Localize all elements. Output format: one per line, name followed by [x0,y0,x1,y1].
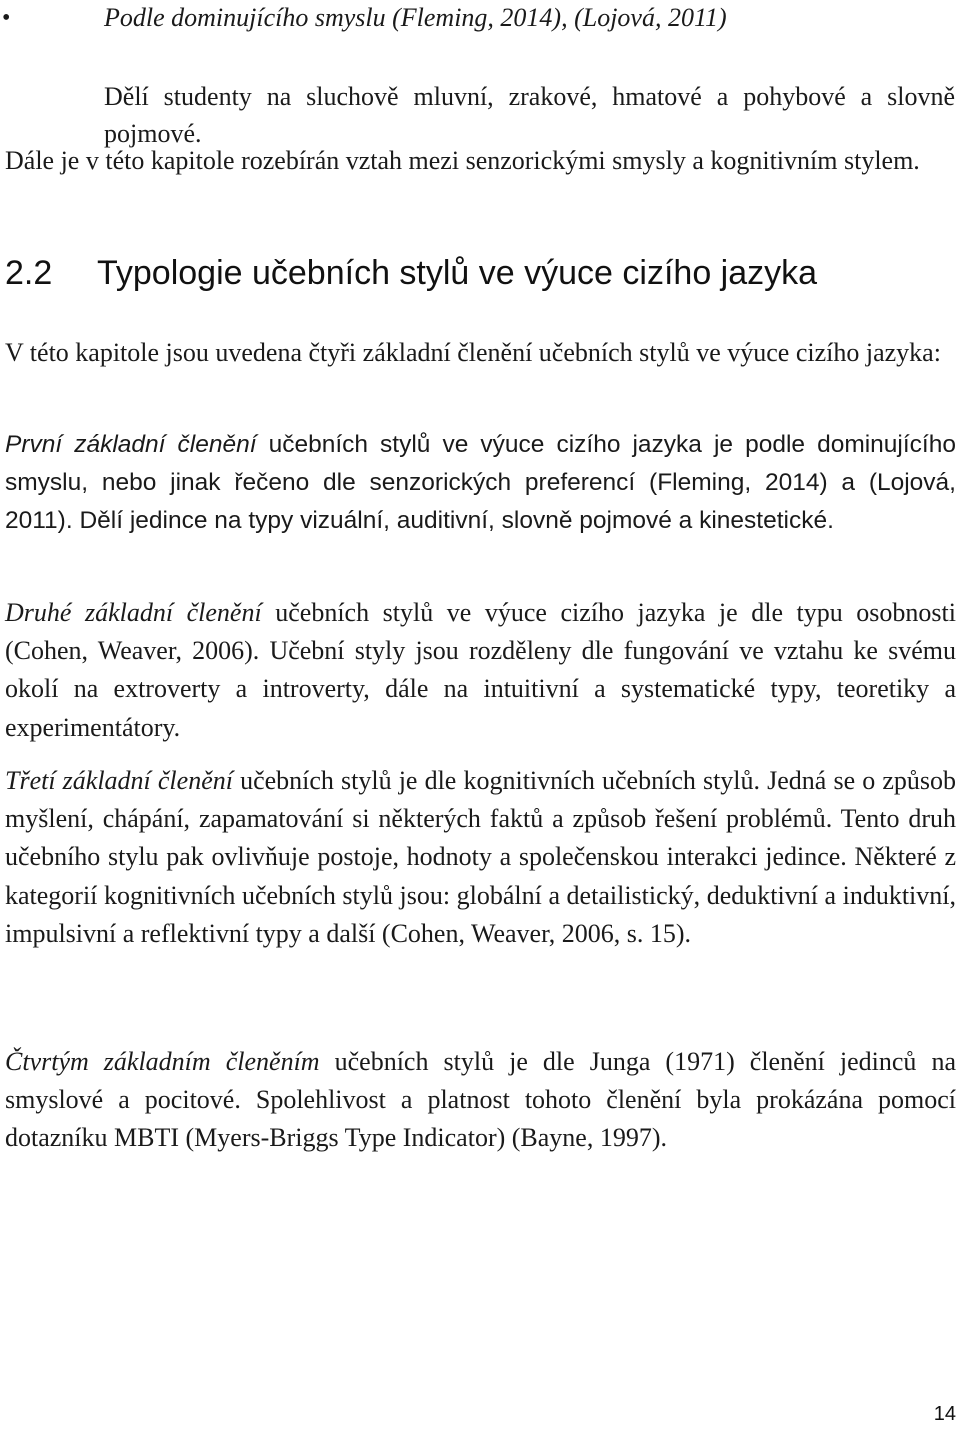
section-heading [5,250,956,296]
paragraph-text: učebních stylů ve výuce cizího jazyka je podle dominujícího smyslu, nebo jinak řečeno dle senzorických preferencí (Fleming, 2014) a (Lojová, 2011). Dělí jedince na typy vizuální, auditivní, slovně pojmové a kinestetické. [5,431,956,535]
bullet-marker: • [2,5,11,31]
paragraph-lead: Třetí základní členění [5,766,233,795]
paragraph-second-division [5,594,956,747]
paragraph-text: učebních stylů je dle kognitivních učebních stylů. Jedná se o způsob myšlení, chápání, zapamatování si některých faktů a způsob řešení problémů. Tento druh učebního stylu pak ovlivňuje postoje, hodnoty a společenskou interakci jedince. Některé z kategorií kognitivních učebních stylů jsou: globální a detailistický, deduktivní a induktivní, impulsivní a reflektivní typy a další (Cohen, Weaver, 2006, s. 15). [5,766,956,948]
summary-paragraph: Dále je v této kapitole rozebírán vztah mezi senzorickými smysly a kognitivním stylem. [5,146,920,175]
paragraph-third-division [5,762,956,953]
paragraph-first-division [5,426,956,541]
paragraph-lead: První základní členění [5,431,257,458]
paragraph-fourth-division [5,1043,956,1158]
section-number: 2.2 [5,254,53,292]
bullet-detail: Dělí studenty na sluchově mluvní, zrakové, hmatové a pohybové a slovně pojmové. [104,82,955,148]
section-title: Typologie učebních stylů ve výuce cizího jazyka [97,254,818,292]
bullet-title: Podle dominujícího smyslu (Fleming, 2014), (Lojová, 2011) [104,3,727,32]
paragraph-text: učebních stylů ve výuce cizího jazyka je dle typu osobnosti (Cohen, Weaver, 2006). Učební styly jsou rozděleny dle fungování ve vztahu ke svému okolí na extroverty a introverty, dále na intuitivní a systematické typy, teoretiky a experimentátory. [5,598,956,742]
paragraph-lead: Čtvrtým základním členěním [5,1047,320,1076]
page-number: 14 [933,1403,956,1425]
intro-paragraph: V této kapitole jsou uvedena čtyři základní členění učebních stylů ve výuce cizího jazyka: [5,338,941,367]
paragraph-lead: Druhé základní členění [5,598,262,627]
paragraph-text: učebních stylů je dle Junga (1971) členění jedinců na smyslové a pocitové. Spolehlivost a platnost tohoto členění byla prokázána pomocí dotazníku MBTI (Myers-Briggs Type Indicator) (Bayne, 1997). [5,1047,956,1153]
